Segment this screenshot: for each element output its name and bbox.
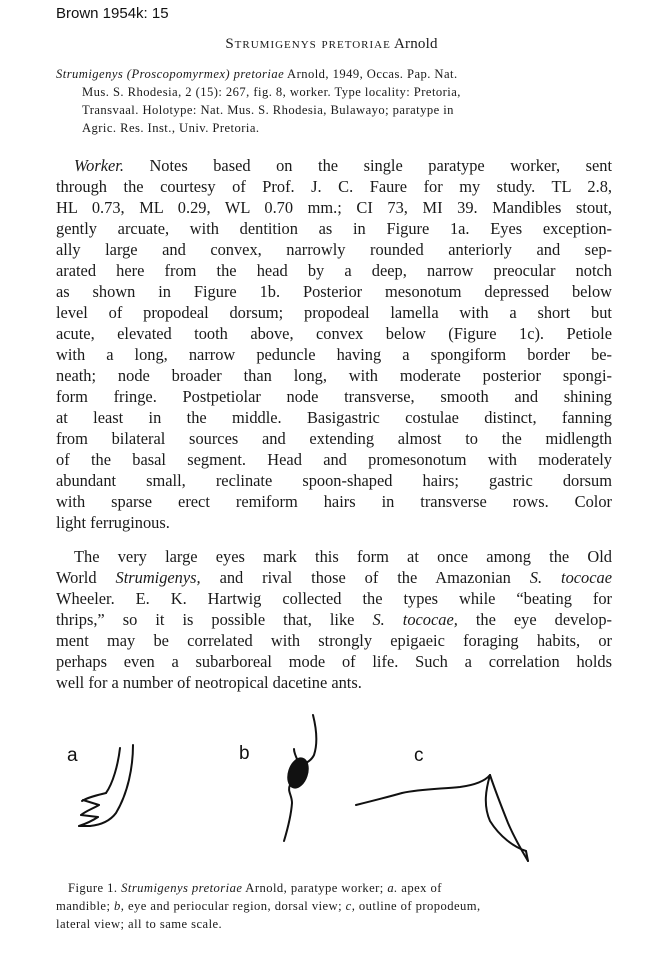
paragraph-line (56, 155, 612, 176)
text-run: Arnold, paratype worker; (242, 881, 388, 895)
caption-line (56, 915, 612, 933)
propodeum-outline-drawing (356, 775, 528, 861)
paragraph-line (56, 239, 612, 260)
text-run: mandible; (56, 899, 115, 913)
italic-text: Worker. (74, 156, 124, 175)
paragraph-line (56, 365, 612, 386)
text-run: and rival those of the Amazonian (200, 568, 530, 587)
citation-line (56, 119, 612, 137)
text-run: form fringe. Postpetiolar node transverse, smooth and shining (56, 387, 612, 406)
text-run: World (56, 568, 116, 587)
discussion-paragraph (56, 546, 612, 693)
text-run: level of propodeal dorsum; propodeal lamella with a short but (56, 303, 612, 322)
figure-label-b: b (239, 743, 250, 764)
paragraph-line (56, 344, 612, 365)
citation-block (56, 65, 612, 137)
text-run: from bilateral sources and extending almost to the midlength (56, 429, 612, 448)
paragraph-line (56, 218, 612, 239)
text-run: The very large eyes mark this form at once among the Old (74, 547, 612, 566)
citation-line (56, 101, 612, 119)
paragraph-line (56, 609, 612, 630)
mandible-apex-drawing (79, 745, 133, 826)
paragraph-line (56, 281, 612, 302)
text-run: through the courtesy of Prof. J. C. Faure for my study. TL 2.8, (56, 177, 612, 196)
text-run: abundant small, reclinate spoon-shaped hairs; gastric dorsum (56, 471, 612, 490)
italic-text: b, (114, 899, 125, 913)
text-run: at least in the middle. Basigastric costulae distinct, fanning (56, 408, 612, 427)
paragraph-line (56, 567, 612, 588)
text-run: Arnold, 1949, Occas. Pap. Nat. (284, 67, 458, 81)
paragraph-line (56, 630, 612, 651)
figure-drawings (0, 705, 663, 875)
citation-line (56, 65, 612, 83)
paragraph-line (56, 407, 612, 428)
text-run: with sparse erect remiform hairs in transverse rows. Color (56, 492, 612, 511)
species-name: Strumigenys pretoriae (225, 36, 391, 52)
paragraph-line (56, 546, 612, 567)
italic-text: S. tococae (529, 568, 612, 587)
text-run: Notes based on the single paratype worker, sent (123, 156, 612, 175)
text-run: outline of propodeum, (355, 899, 481, 913)
text-run: neath; node broader than long, with moderate posterior spongi- (56, 366, 612, 385)
text-run: thrips,” so it is possible that, like (56, 610, 373, 629)
paragraph-line (56, 386, 612, 407)
paragraph-line (56, 512, 612, 533)
text-run: of the basal segment. Head and promesonotum with moderately (56, 450, 612, 469)
figure-label-c: c (414, 745, 424, 766)
text-run: with a long, narrow peduncle having a spongiform border be- (56, 345, 612, 364)
source-tag: Brown 1954k: 15 (56, 5, 169, 22)
worker-description-paragraph (56, 155, 612, 533)
species-author: Arnold (393, 36, 438, 52)
italic-text: Strumigenys (Proscopomyrmex) pretoriae (56, 67, 285, 81)
text-run: ally large and convex, narrowly rounded anteriorly and sep- (56, 240, 612, 259)
figure-1 (0, 705, 663, 875)
caption-line (56, 879, 612, 897)
text-run: Mus. S. Rhodesia, 2 (15): 267, fig. 8, worker. Type locality: Pretoria, (82, 85, 461, 99)
italic-text: Strumigenys, (115, 568, 201, 587)
paragraph-line (56, 428, 612, 449)
text-run: perhaps even a subarboreal mode of life. Such a correlation holds (56, 652, 612, 671)
text-run: ment may be correlated with strongly epigaeic foraging habits, or (56, 631, 612, 650)
figure-caption (56, 879, 612, 933)
paragraph-line (56, 672, 612, 693)
text-run: Transvaal. Holotype: Nat. Mus. S. Rhodesia, Bulawayo; paratype in (82, 103, 454, 117)
text-run: apex of (397, 881, 442, 895)
text-run: gently arcuate, with dentition as in Figure 1a. Eyes exception- (56, 219, 612, 238)
paragraph-line (56, 449, 612, 470)
text-run: Figure 1. (68, 881, 122, 895)
text-run: eye and periocular region, dorsal view; (124, 899, 346, 913)
paragraph-line (56, 302, 612, 323)
text-run: the eye develop- (457, 610, 612, 629)
eye-region-drawing (284, 715, 316, 841)
paragraph-line (56, 470, 612, 491)
italic-text: c, (345, 899, 356, 913)
caption-line (56, 897, 612, 915)
paragraph-line (56, 323, 612, 344)
paragraph-line (56, 651, 612, 672)
text-run: Agric. Res. Inst., Univ. Pretoria. (82, 121, 260, 135)
paragraph-line (56, 197, 612, 218)
text-run: well for a number of neotropical dacetine ants. (56, 673, 362, 692)
italic-text: Strumigenys pretoriae (121, 881, 243, 895)
paragraph-line (56, 176, 612, 197)
species-heading (0, 36, 663, 53)
italic-text: a. (387, 881, 398, 895)
paragraph-line (56, 260, 612, 281)
paragraph-line (56, 588, 612, 609)
text-run: arated here from the head by a deep, narrow preocular notch (56, 261, 612, 280)
text-run: HL 0.73, ML 0.29, WL 0.70 mm.; CI 73, MI 39. Mandibles stout, (56, 198, 612, 217)
text-run: lateral view; all to same scale. (56, 917, 223, 931)
figure-label-a: a (67, 745, 78, 766)
italic-text: S. tococae, (372, 610, 458, 629)
paragraph-line (56, 491, 612, 512)
text-run: as shown in Figure 1b. Posterior mesonotum depressed below (56, 282, 612, 301)
citation-line (56, 83, 612, 101)
text-run: acute, elevated tooth above, convex below (Figure 1c). Petiole (56, 324, 612, 343)
text-run: light ferruginous. (56, 513, 170, 532)
text-run: Wheeler. E. K. Hartwig collected the types while “beating for (56, 589, 612, 608)
